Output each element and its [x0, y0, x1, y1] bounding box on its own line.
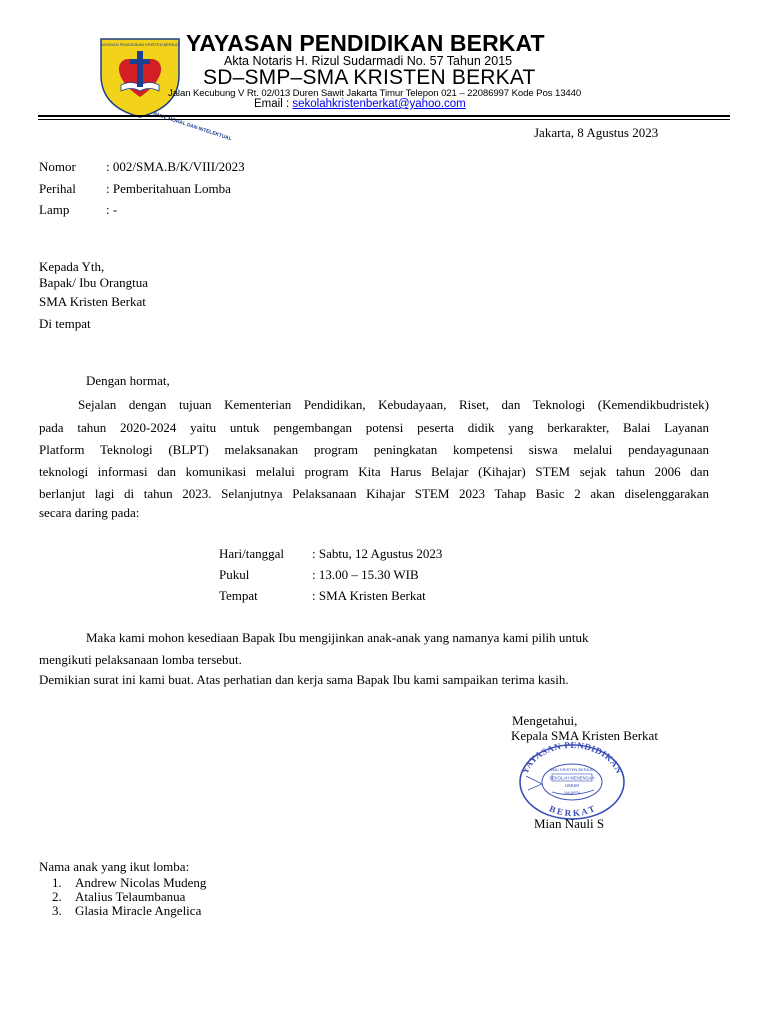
recipient-line: Di tempat [39, 316, 91, 331]
closing-sentence: Demikian surat ini kami buat. Atas perhatian dan kerja sama Bapak Ibu kami sampaikan terima kasih. [39, 672, 569, 687]
paragraph-line: Platform Teknologi (BLPT) melaksanakan program peningkatan kompetensi siswa melalui pendayagunaan [39, 442, 709, 457]
stamp-bottom-text: B E R K A T [547, 803, 597, 819]
paragraph-line: teknologi informasi dan komunikasi melalui program Kita Harus Belajar (Kihajar) STEM sejak tahun 2006 dan [39, 464, 709, 479]
participant-name: Atalius Telaumbanua [75, 889, 186, 904]
schedule-label-date: Hari/tanggal [219, 546, 284, 561]
stamp-line: UMUM [565, 783, 579, 788]
header-divider [38, 115, 730, 117]
recipient-line: SMA Kristen Berkat [39, 294, 146, 309]
stamp-line: SMU KRISTEN BERKAT [549, 767, 595, 772]
paragraph-line: secara daring pada: [39, 505, 140, 520]
school-logo [95, 35, 233, 143]
meta-label-nomor: Nomor [39, 159, 76, 174]
meta-value-nomor: : 002/SMA.B/K/VIII/2023 [106, 159, 245, 174]
stamp-line: SEKOLAH MENENGAH [549, 775, 595, 781]
recipient-line: Kepada Yth, [39, 259, 105, 274]
signature-position: Kepala SMA Kristen Berkat [511, 728, 658, 743]
meta-label-lamp: Lamp [39, 202, 70, 217]
schedule-label-place: Tempat [219, 588, 258, 603]
schedule-value-date: : Sabtu, 12 Agustus 2023 [312, 546, 443, 561]
email-line [254, 98, 466, 110]
signature-acknowledged: Mengetahui, [512, 713, 578, 728]
logo-top-text: YAYASAN PENDIDIKAN KRISTEN BERKAT [100, 42, 180, 47]
recipient-line: Bapak/ Ibu Orangtua [39, 275, 149, 290]
school-stamp [512, 740, 632, 820]
participants-heading: Nama anak yang ikut lomba: [39, 859, 190, 874]
logo-motto: IMAN, MORAL DAN INTELEKTUAL [152, 111, 233, 143]
paragraph-line: pada tahun 2020-2024 yaitu untuk pengembangan potensi peserta didik yang berkarakter, Balai Layanan [39, 420, 709, 435]
schedule-label-time: Pukul [219, 567, 250, 582]
signatory-name: Mian Nauli S [534, 816, 605, 831]
header-divider-thin [38, 119, 730, 120]
participant-number: 3. [52, 903, 62, 918]
paragraph-line: Sejalan dengan tujuan Kementerian Pendidikan, Kebudayaan, Riset, dan Teknologi (Kemendikbudristek) [78, 397, 709, 412]
school-address: Jalan Kecubung V Rt. 02/013 Duren Sawit Jakarta Timur Telepon 021 – 22086997 Kode Pos 13440 [168, 88, 582, 99]
email-link[interactable]: sekolahkristenberkat@yahoo.com [292, 98, 466, 110]
paragraph2-line: mengikuti pelaksanaan lomba tersebut. [39, 652, 242, 667]
stamp-line: JAKARTA [563, 791, 581, 795]
schedule-value-time: : 13.00 – 15.30 WIB [312, 567, 419, 582]
meta-value-lamp: : - [106, 202, 118, 217]
meta-label-perihal: Perihal [39, 181, 76, 196]
stamp-top-text: YAYASAN PENDIDIKAN [519, 740, 625, 776]
place-date: Jakarta, 8 Agustus 2023 [534, 125, 659, 140]
school-levels: SD–SMP–SMA KRISTEN BERKAT [203, 66, 536, 89]
participant-name: Glasia Miracle Angelica [75, 903, 202, 918]
schedule-value-place: : SMA Kristen Berkat [312, 588, 426, 603]
greeting: Dengan hormat, [86, 373, 170, 388]
notary-deed: Akta Notaris H. Rizul Sudarmadi No. 57 Tahun 2015 [224, 54, 513, 68]
paragraph-line: berlanjut lagi di tahun 2023. Selanjutnya Pelaksanaan Kihajar STEM 2023 Tahap Basic 2 akan diselenggarakan [39, 486, 709, 501]
participant-name: Andrew Nicolas Mudeng [75, 875, 207, 890]
participant-number: 1. [52, 875, 62, 890]
participant-number: 2. [52, 889, 62, 904]
foundation-name: YAYASAN PENDIDIKAN BERKAT [186, 30, 545, 56]
paragraph2-line: Maka kami mohon kesediaan Bapak Ibu mengijinkan anak-anak yang namanya kami pilih untuk [86, 630, 589, 645]
email-label: Email : [254, 98, 293, 110]
meta-value-perihal: : Pemberitahuan Lomba [106, 181, 231, 196]
